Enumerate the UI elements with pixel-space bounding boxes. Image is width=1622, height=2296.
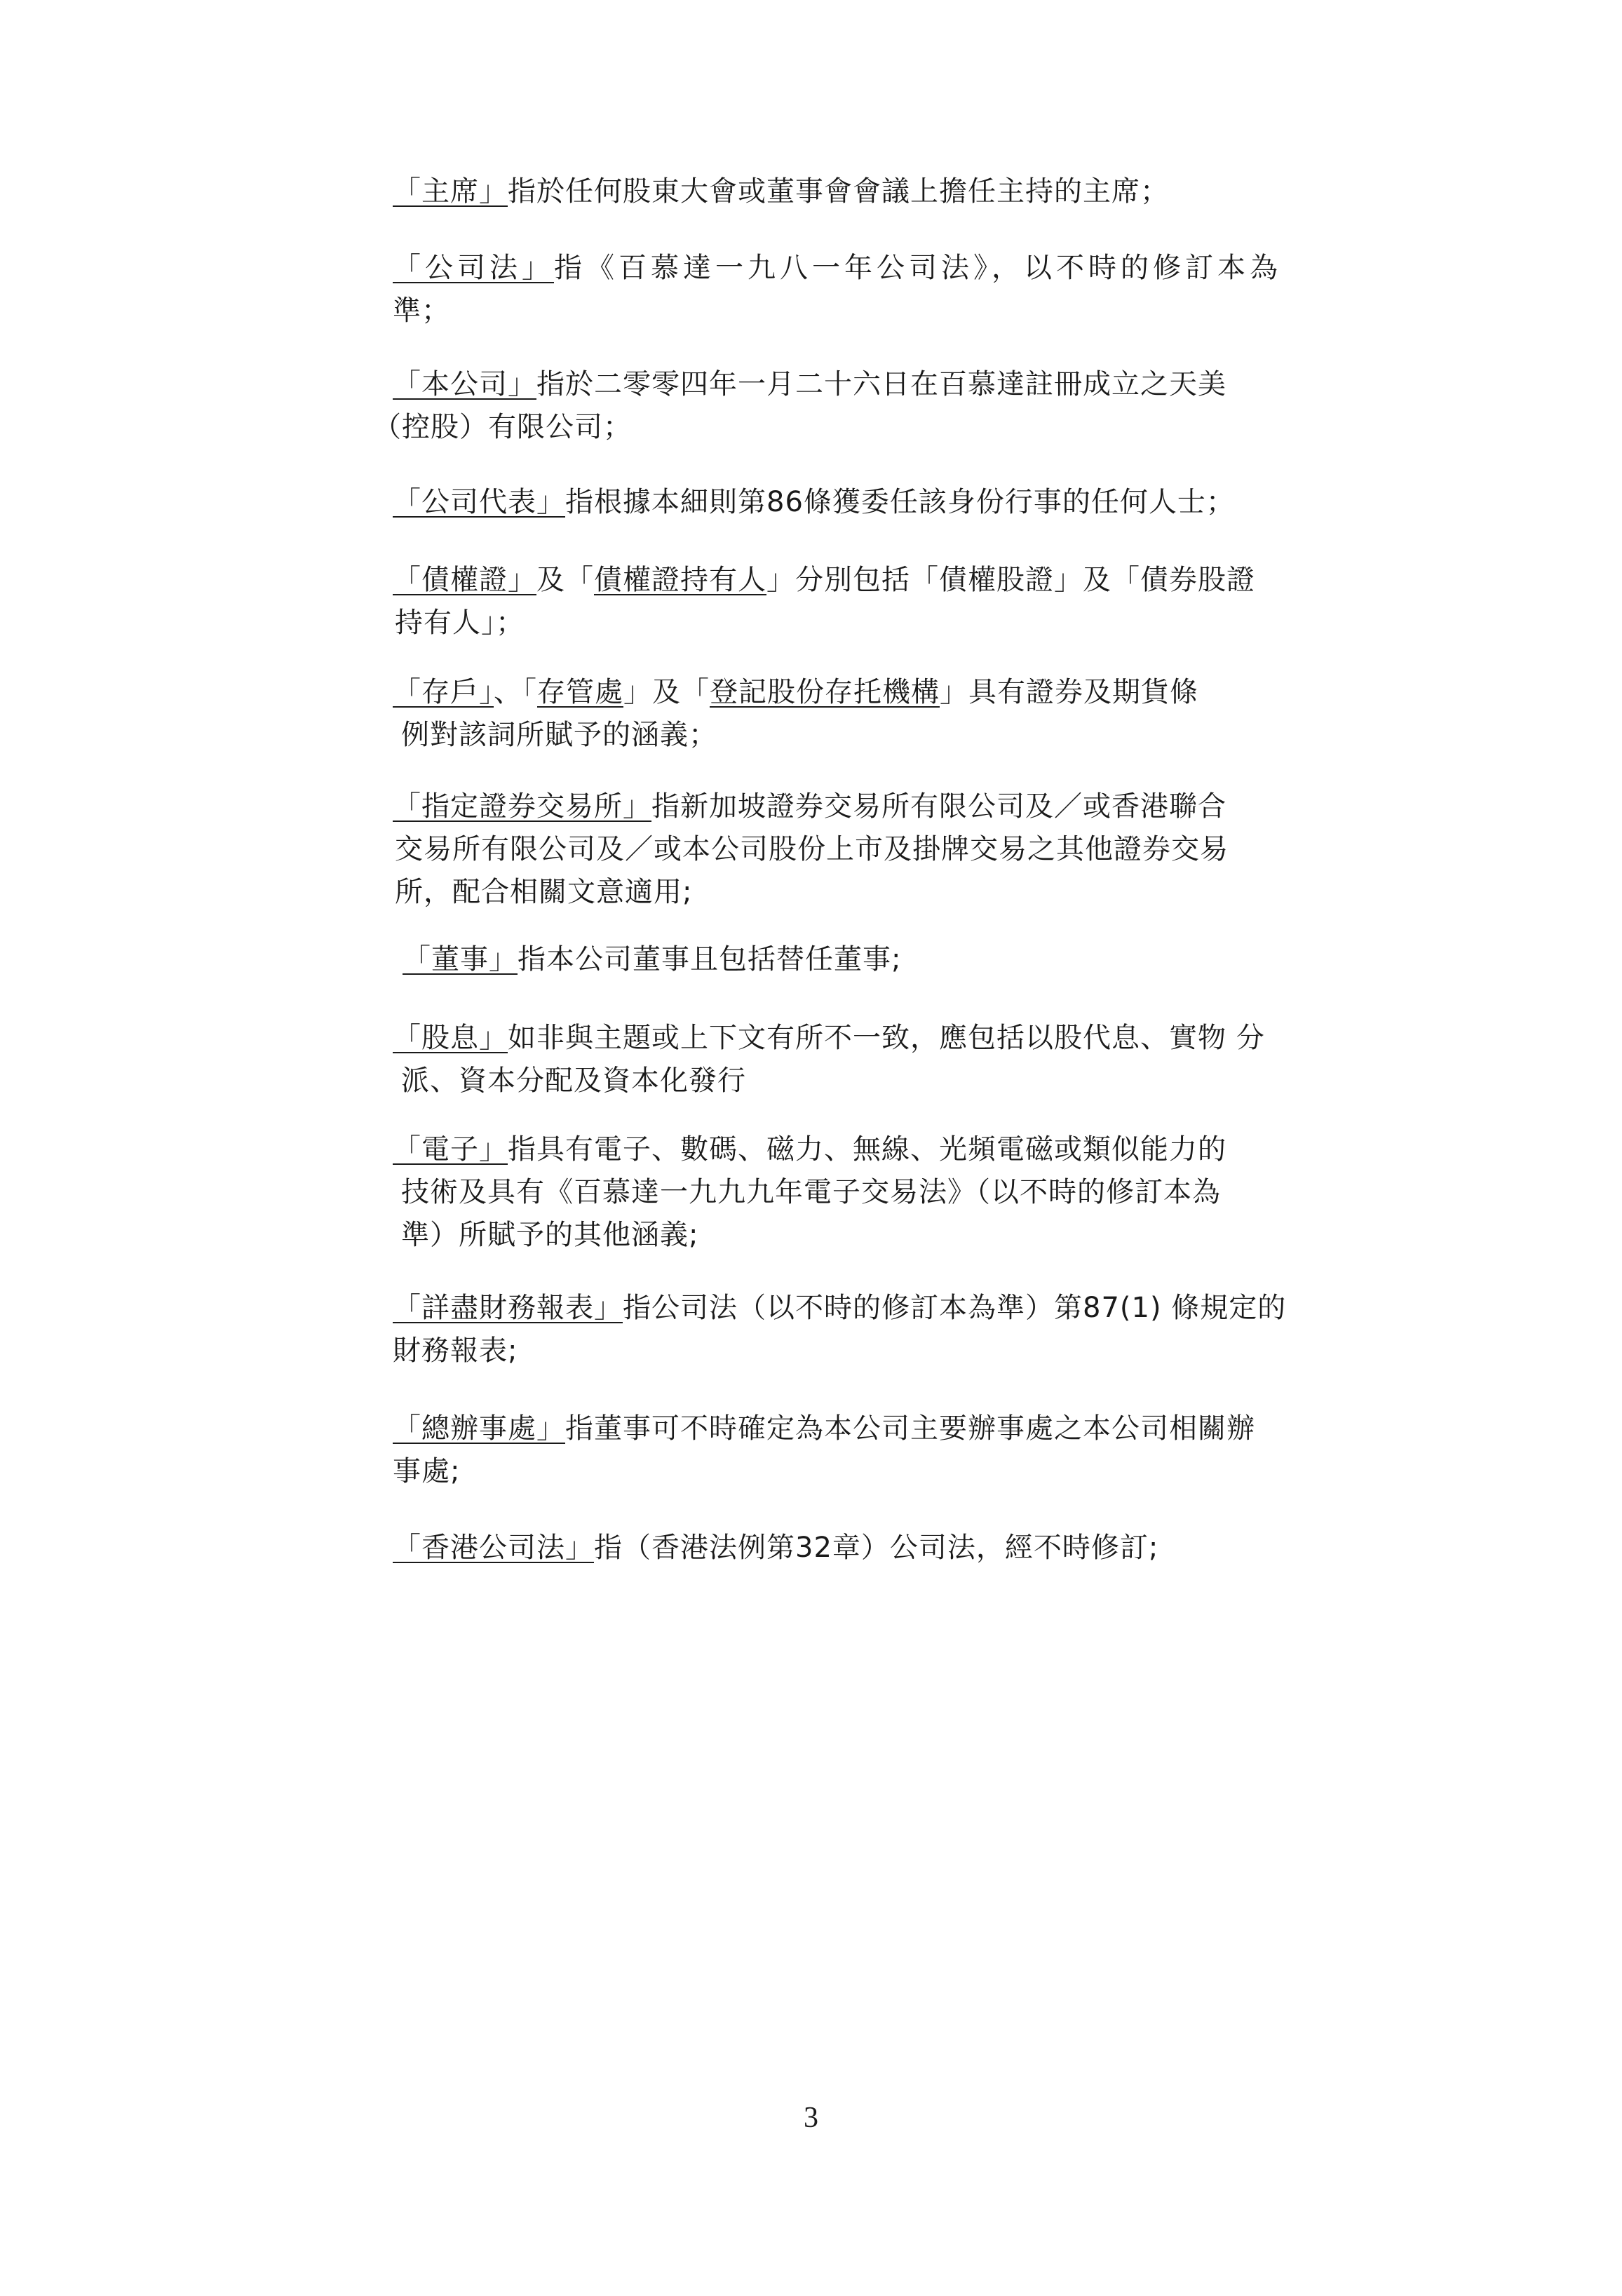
defined-term: 「總辦事處」 (393, 1412, 565, 1445)
defined-term: 存管處 (537, 676, 623, 708)
definition-text: 」及「 (623, 676, 710, 708)
definition-text: 指根據本細則第86條獲委任該身份行事的任何人士； (565, 486, 1235, 518)
definition-corporate-representative (393, 481, 1332, 524)
definition-text: 指具有電子、數碼、磁力、無線、光頻電磁或類似能力的 (508, 1133, 1226, 1166)
definition-companies-act (393, 247, 1332, 332)
definition-line (393, 1017, 1332, 1060)
definition-line: 例對該詞所賦予的涵義； (401, 719, 717, 751)
definition-depositor (393, 671, 1332, 757)
definition-text: 指《百慕達一九八一年公司法》，以不時的修訂本為 (554, 252, 1282, 284)
definition-designated-stock-exchange (393, 785, 1332, 914)
definition-line: 財務報表; (393, 1335, 518, 1367)
definition-line (403, 938, 1332, 981)
definition-detailed-financial-statements (393, 1287, 1332, 1372)
definition-text: 指於二零零四年一月二十六日在百慕達註冊成立之天美 (536, 368, 1226, 400)
definition-text: 及「 (536, 564, 594, 596)
defined-term: 「電子」 (393, 1133, 508, 1166)
definition-line (393, 247, 1332, 290)
defined-term: 登記股份存托機構 (710, 676, 940, 708)
definition-line (393, 671, 1332, 714)
definition-text: 指新加坡證券交易所有限公司及／或香港聯合 (651, 790, 1226, 823)
defined-term: 「存戶」 (393, 676, 494, 708)
definition-text: 指董事可不時確定為本公司主要辦事處之本公司相關辦 (565, 1412, 1255, 1445)
definition-line: 持有人」； (395, 607, 525, 639)
definition-line: 準； (393, 295, 450, 327)
defined-term: 「債權證」 (393, 564, 536, 596)
definition-hk-companies-ordinance (393, 1527, 1332, 1569)
page-number: 3 (804, 2102, 818, 2134)
definition-text: 」分別包括「債權股證」及「債券股證 (766, 564, 1255, 596)
definition-line: 準）所賦予的其他涵義; (401, 1219, 699, 1251)
definition-line: 事處; (393, 1455, 461, 1487)
definition-text: 指（香港法例第32章）公司法，經不時修訂; (594, 1532, 1159, 1564)
definition-debenture (393, 559, 1332, 644)
definition-line (393, 170, 1332, 213)
definition-line (393, 1287, 1332, 1330)
defined-term: 「指定證券交易所」 (393, 790, 651, 823)
definition-line: 所，配合相關文意適用; (395, 876, 693, 908)
definition-line: 交易所有限公司及／或本公司股份上市及掛牌交易之其他證券交易 (395, 833, 1229, 865)
definition-text: 、「 (494, 676, 537, 708)
definition-chairman (393, 170, 1332, 213)
definition-line: 派、資本分配及資本化發行 (401, 1065, 746, 1097)
defined-term: 「公司法」 (393, 252, 554, 284)
defined-term: 「詳盡財務報表」 (393, 1292, 623, 1324)
defined-term: 「本公司」 (393, 368, 536, 400)
definition-line (393, 785, 1332, 828)
definition-line (393, 481, 1332, 524)
definition-line (393, 1407, 1332, 1450)
defined-term: 「股息」 (393, 1022, 508, 1054)
definition-company (373, 363, 1332, 449)
definition-text: 指本公司董事且包括替任董事; (518, 943, 902, 975)
definition-text: 」具有證券及期貨條 (940, 676, 1198, 708)
defined-term: 債權證持有人 (594, 564, 766, 596)
definition-line (393, 363, 1332, 406)
definition-text: 指公司法（以不時的修訂本為準）第87(1) 條規定的 (623, 1292, 1287, 1324)
definition-line: 技術及具有《百慕達一九九九年電子交易法》（以不時的修訂本為 (401, 1176, 1221, 1208)
defined-term: 「香港公司法」 (393, 1532, 594, 1564)
definition-head-office (393, 1407, 1332, 1493)
definition-text: 指於任何股東大會或董事會會議上擔任主持的主席； (508, 175, 1169, 208)
definition-director (393, 938, 1332, 981)
defined-term: 「公司代表」 (393, 486, 565, 518)
definition-line: （控股）有限公司； (373, 411, 632, 443)
definition-text: 如非與主題或上下文有所不一致，應包括以股代息、實物 分 (508, 1022, 1265, 1054)
defined-term: 「董事」 (403, 943, 518, 975)
definition-line (393, 1128, 1332, 1171)
definition-dividend (393, 1017, 1332, 1102)
definition-line (393, 559, 1332, 602)
definition-line (393, 1527, 1332, 1569)
defined-term: 「主席」 (393, 175, 508, 208)
definition-electronic (393, 1128, 1332, 1257)
